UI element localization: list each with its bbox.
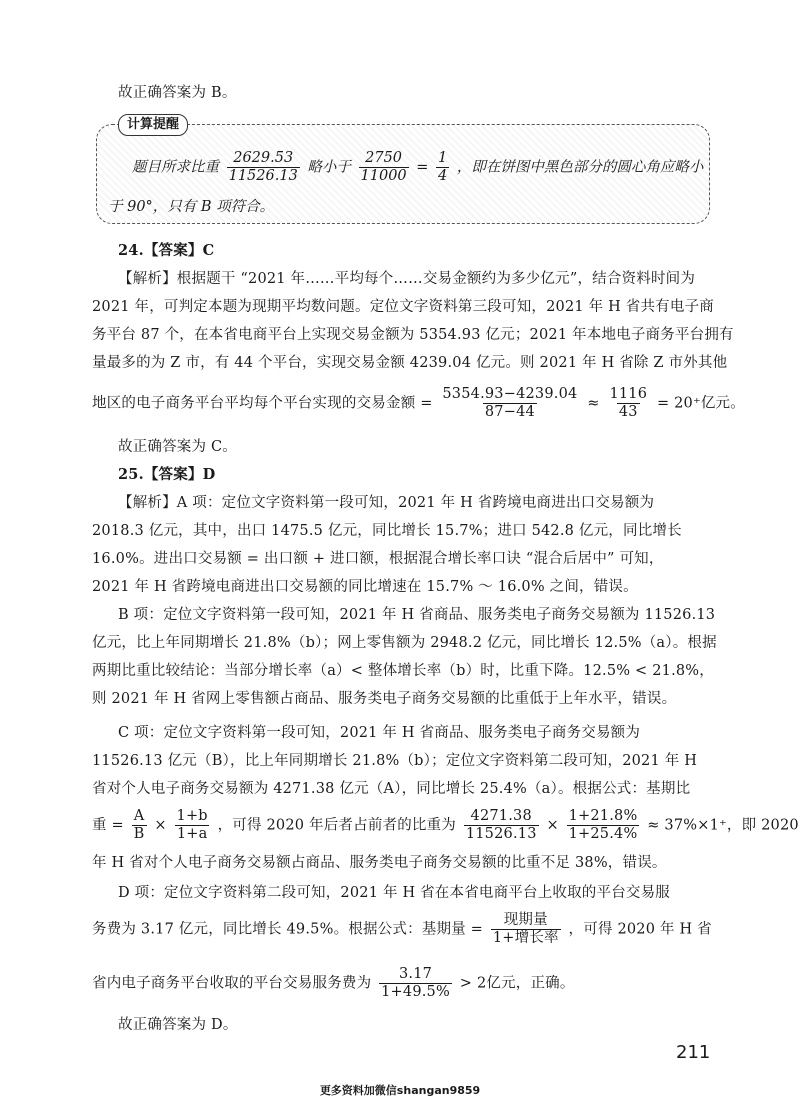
q24-heading: 24.【答案】C bbox=[118, 242, 215, 259]
q24-text: 地区的电子商务平台平均每个平台实现的交易金额 = bbox=[92, 395, 433, 412]
q24-fraction-1: $\frac{5354.93-4239.04}{87-44}$ bbox=[442, 386, 578, 420]
q25-fraction-growth: $\frac{1+b}{1+a}$ bbox=[176, 808, 208, 842]
q24-line: 2021 年，可判定本题为现期平均数问题。定位文字资料第三段可知，2021 年 H 省共有电子商 bbox=[92, 299, 714, 315]
q25-formula-line bbox=[92, 966, 712, 1001]
q25-line: 亿元，比上年同期增长 21.8%（b）；网上零售额为 2948.2 亿元，同比增长 12.5%（a）。根据 bbox=[92, 635, 717, 651]
q24-text: ≈ bbox=[587, 395, 600, 412]
q25-line: 年 H 省对个人电子商务交易额占商品、服务类电子商务交易额的比重不足 38%，错误。 bbox=[92, 855, 667, 871]
tip-fraction-3: $\frac{1}{4}$ bbox=[438, 150, 448, 184]
q24-line: 务平台 87 个，在本省电商平台上实现交易金额为 5354.93 亿元；2021 年本地电子商务平台拥有 bbox=[92, 327, 734, 343]
q24-text: = 20⁺亿元。 bbox=[656, 395, 745, 412]
q25-line: 【解析】A 项：定位文字资料第一段可知，2021 年 H 省跨境电商进出口交易额为 bbox=[118, 495, 655, 511]
q25-line: C 项：定位文字资料第一段可知，2021 年 H 省商品、服务类电子商务交易额为 bbox=[118, 725, 641, 741]
q24-line: 【解析】根据题干 “2021 年……平均每个……交易金额约为多少亿元”，结合资料时间为 bbox=[118, 271, 696, 287]
q25-fraction-values: $\frac{4271.38}{11526.13}$ bbox=[465, 808, 537, 842]
q25-fraction-fee: $\frac{3.17}{1+49.5\%}$ bbox=[381, 966, 450, 1000]
q25-text: 重 = bbox=[92, 817, 124, 834]
q25-line: 2021 年 H 省跨境电商进出口交易额的同比增速在 15.7% ～ 16.0% 之间，错误。 bbox=[92, 579, 638, 595]
footer-note: 更多资料加微信shangan9859 bbox=[319, 1084, 481, 1097]
tip-text: 题目所求比重 bbox=[132, 159, 219, 176]
q25-line: 2018.3 亿元，其中，出口 1475.5 亿元，同比增长 15.7%；进口 542.8 亿元，同比增长 bbox=[92, 523, 682, 539]
q25-text: ，可得 2020 年后者占前者的比重为 bbox=[217, 817, 457, 834]
calculation-tip-badge: 计算提醒 bbox=[118, 114, 188, 136]
q24-formula-line bbox=[92, 386, 745, 421]
q25-line: 两期比重比较结论：当部分增长率（a）< 整体增长率（b）时，比重下降。12.5% < 21.8%， bbox=[92, 663, 714, 679]
q25-text: 省内电子商务平台收取的平台交易服务费为 bbox=[92, 975, 372, 992]
q25-line: 16.0%。进出口交易额 = 出口额 + 进口额，根据混合增长率口诀 “混合后居中” 可知， bbox=[92, 551, 664, 567]
q25-line: 省对个人电子商务交易额为 4271.38 亿元（A），同比增长 25.4%（a）。根据公式：基期比 bbox=[92, 781, 691, 797]
tip-text: = bbox=[416, 159, 429, 176]
tip-line-1 bbox=[132, 150, 703, 185]
q24-conclusion: 故正确答案为 C。 bbox=[118, 439, 238, 455]
tip-text: ，即在饼图中黑色部分的圆心角应略小 bbox=[456, 159, 704, 176]
q25-fraction-base: $\frac{\text{现期量}}{\text{1+增长率}}$ bbox=[492, 912, 559, 946]
q25-heading: 25.【答案】D bbox=[118, 466, 216, 483]
q24-line: 量最多的为 Z 市，有 44 个平台，实现交易金额 4239.04 亿元。则 2021 年 H 省除 Z 市外其他 bbox=[92, 355, 728, 371]
tip-text: 略小于 bbox=[307, 159, 351, 176]
tip-fraction-1: $\frac{2629.53}{11526.13}$ bbox=[228, 150, 298, 184]
answer-23-conclusion: 故正确答案为 B。 bbox=[118, 85, 237, 101]
q25-text: × bbox=[154, 817, 167, 834]
q25-formula-line bbox=[92, 808, 799, 843]
tip-line-2: 于 90°，只有 B 项符合。 bbox=[108, 199, 275, 215]
q25-line: 11526.13 亿元（B），比上年同期增长 21.8%（b）；定位文字资料第二段可知，2021 年 H bbox=[92, 753, 698, 769]
q25-line: D 项：定位文字资料第二段可知，2021 年 H 省在本省电商平台上收取的平台交易服 bbox=[118, 885, 671, 901]
q25-fraction-a-b: $\frac{A}{B}$ bbox=[133, 808, 145, 842]
q25-conclusion: 故正确答案为 D。 bbox=[118, 1017, 238, 1033]
q25-formula-line bbox=[92, 912, 712, 947]
q25-text: ≈ 37%×1⁺，即 2020 bbox=[647, 817, 799, 834]
q25-text: × bbox=[546, 817, 559, 834]
q25-line: 则 2021 年 H 省网上零售额占商品、服务类电子商务交易额的比重低于上年水平，错误。 bbox=[92, 691, 677, 707]
q25-text: > 2亿元，正确。 bbox=[459, 975, 575, 992]
page-number: 211 bbox=[676, 1042, 711, 1063]
q25-fraction-rates: $\frac{1+21.8\%}{1+25.4\%}$ bbox=[568, 808, 638, 842]
q25-text: ，可得 2020 年 H 省 bbox=[568, 921, 712, 938]
q24-fraction-2: $\frac{1116}{43}$ bbox=[609, 386, 648, 420]
q25-line: B 项：定位文字资料第一段可知，2021 年 H 省商品、服务类电子商务交易额为 11526.13 bbox=[118, 607, 716, 623]
tip-fraction-2: $\frac{2750}{11000}$ bbox=[360, 150, 407, 184]
q25-text: 务费为 3.17 亿元，同比增长 49.5%。根据公式：基期量 = bbox=[92, 921, 484, 938]
